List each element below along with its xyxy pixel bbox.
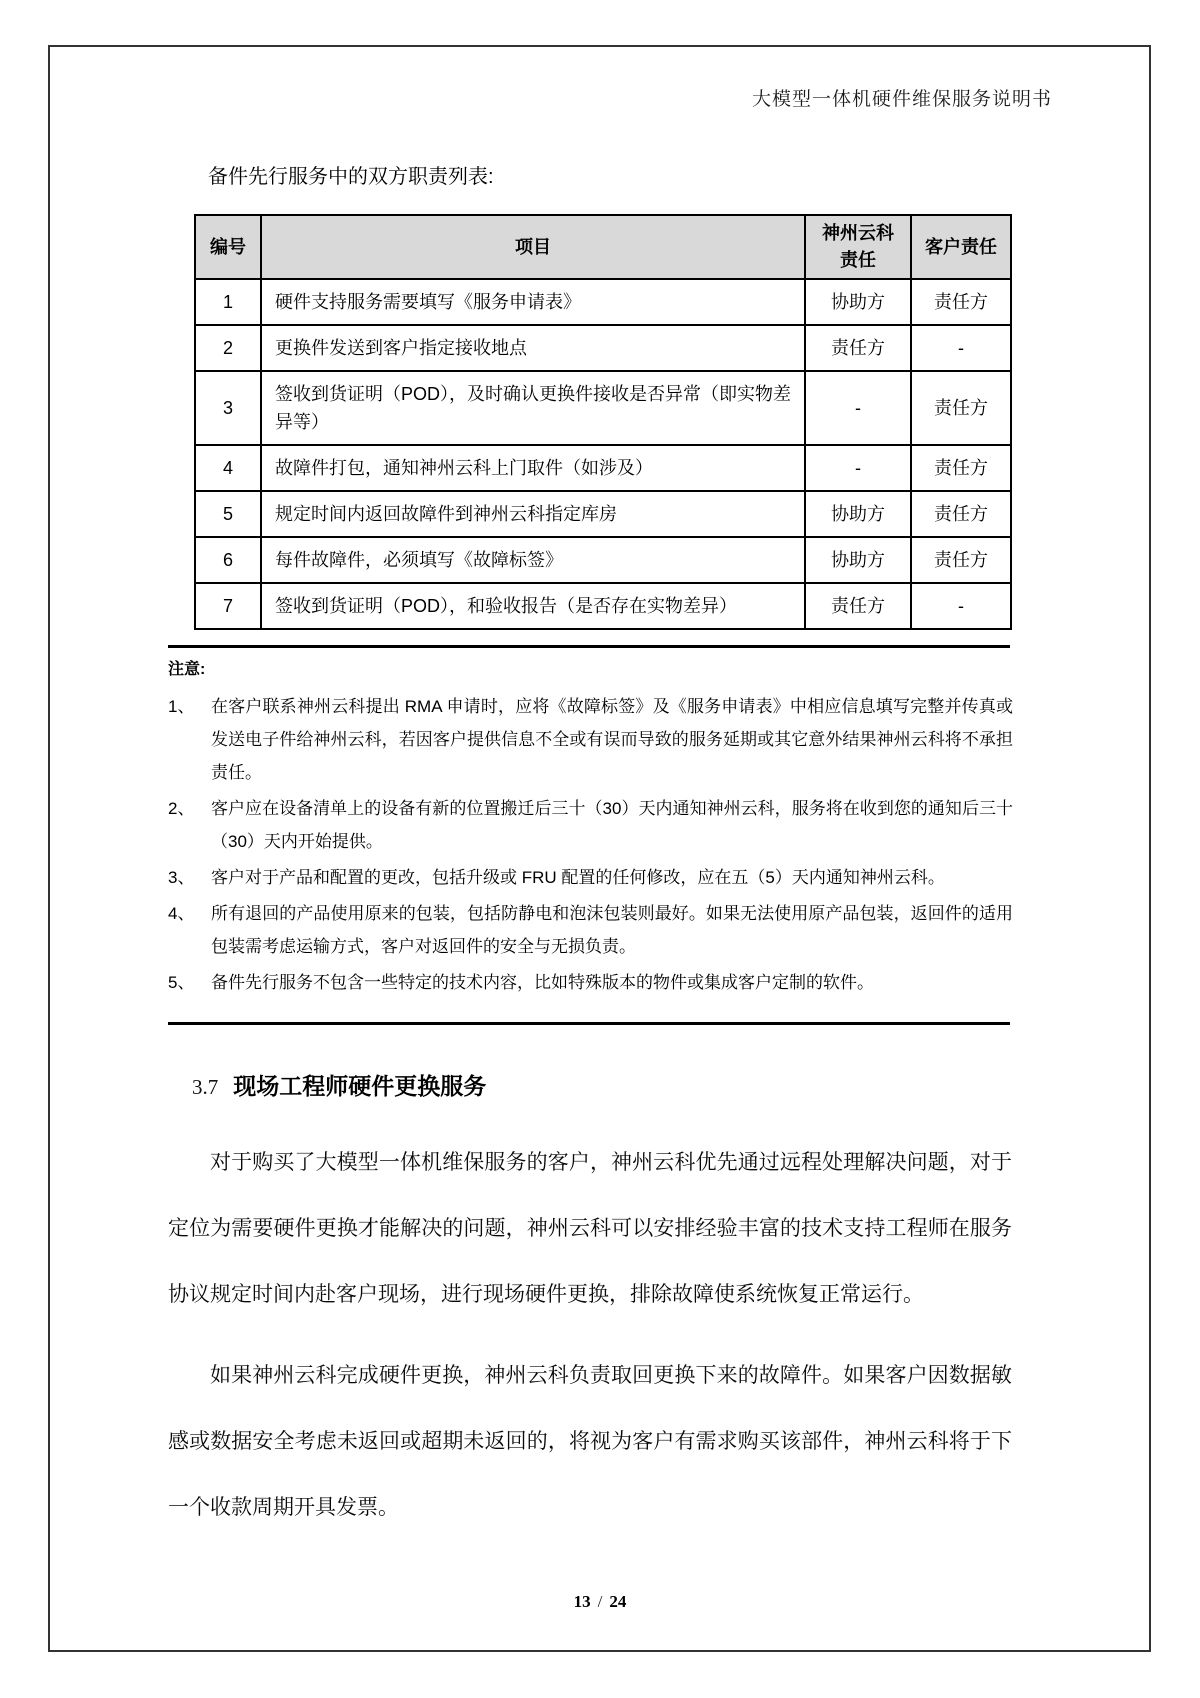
note-text: 在客户联系神州云科提出 RMA 申请时，应将《故障标签》及《服务申请表》中相应信息填写完整并传真或发送电子件给神州云科，若因客户提供信息不全或有误而导致的服务延期或其它意外结果神州云科将不承担责任。 xyxy=(211,697,1013,782)
note-number: 2、 xyxy=(168,799,195,818)
row-no: 1 xyxy=(195,279,261,325)
list-item xyxy=(168,897,1013,963)
table-body xyxy=(195,279,1011,629)
row-no: 6 xyxy=(195,537,261,583)
row-item: 签收到货证明（POD），和验收报告（是否存在实物差异） xyxy=(261,583,805,629)
list-item xyxy=(168,966,1013,999)
section-heading xyxy=(192,1068,486,1101)
note-text: 备件先行服务不包含一些特定的技术内容，比如特殊版本的物件或集成客户定制的软件。 xyxy=(211,973,874,992)
table-row xyxy=(195,491,1011,537)
row-no: 5 xyxy=(195,491,261,537)
header-cell-vendor xyxy=(805,215,911,279)
note-number: 1、 xyxy=(168,697,195,716)
responsibilities-table xyxy=(194,214,1012,630)
list-item xyxy=(168,690,1013,789)
row-vendor-responsibility: 协助方 xyxy=(805,537,911,583)
notes-label: 注意: xyxy=(168,661,206,678)
row-vendor-responsibility: - xyxy=(805,371,911,445)
document-header-title: 大模型一体机硬件维保服务说明书 xyxy=(752,89,1053,110)
row-customer-responsibility: 责任方 xyxy=(911,279,1011,325)
table-row xyxy=(195,445,1011,491)
body-paragraph: 对于购买了大模型一体机维保服务的客户，神州云科优先通过远程处理解决问题，对于定位为需要硬件更换才能解决的问题，神州云科可以安排经验丰富的技术支持工程师在服务协议规定时间内赴客户现场，进行现场硬件更换，排除故障使系统恢复正常运行。 xyxy=(168,1151,1012,1306)
table-header xyxy=(195,215,1011,279)
note-number: 4、 xyxy=(168,904,195,923)
row-customer-responsibility: - xyxy=(911,583,1011,629)
row-vendor-responsibility: 协助方 xyxy=(805,491,911,537)
page-number-total: 24 xyxy=(609,1592,627,1611)
row-vendor-responsibility: 协助方 xyxy=(805,279,911,325)
row-vendor-responsibility: 责任方 xyxy=(805,583,911,629)
row-item: 硬件支持服务需要填写《服务申请表》 xyxy=(261,279,805,325)
note-number: 5、 xyxy=(168,973,195,992)
table-row xyxy=(195,371,1011,445)
note-text: 所有退回的产品使用原来的包装，包括防静电和泡沫包装则最好。如果无法使用原产品包装，返回件的适用包装需考虑运输方式，客户对返回件的安全与无损负责。 xyxy=(211,904,1013,956)
note-text: 客户应在设备清单上的设备有新的位置搬迁后三十（30）天内通知神州云科，服务将在收到您的通知后三十（30）天内开始提供。 xyxy=(211,799,1013,851)
header-cell-customer: 客户责任 xyxy=(911,215,1011,279)
list-item xyxy=(168,861,1013,894)
table-header-row xyxy=(195,215,1011,279)
notes-list xyxy=(168,690,1013,1002)
table-intro-text: 备件先行服务中的双方职责列表: xyxy=(208,166,494,188)
header-cell-no: 编号 xyxy=(195,215,261,279)
horizontal-rule-top xyxy=(168,645,1010,648)
table-row xyxy=(195,325,1011,371)
note-text: 客户对于产品和配置的更改，包括升级或 FRU 配置的任何修改，应在五（5）天内通知神州云科。 xyxy=(211,868,945,887)
section-number: 3.7 xyxy=(192,1075,219,1099)
header-vendor-line2: 责任 xyxy=(840,250,876,270)
row-no: 3 xyxy=(195,371,261,445)
row-item: 规定时间内返回故障件到神州云科指定库房 xyxy=(261,491,805,537)
row-no: 2 xyxy=(195,325,261,371)
body-paragraph: 如果神州云科完成硬件更换，神州云科负责取回更换下来的故障件。如果客户因数据敏感或数据安全考虑未返回或超期未返回的，将视为客户有需求购买该部件，神州云科将于下一个收款周期开具发票。 xyxy=(168,1364,1012,1519)
row-no: 7 xyxy=(195,583,261,629)
page-number-current: 13 xyxy=(573,1592,591,1611)
row-no: 4 xyxy=(195,445,261,491)
page-footer xyxy=(0,1592,1200,1612)
header-vendor-line1: 神州云科 xyxy=(822,223,894,243)
row-vendor-responsibility: - xyxy=(805,445,911,491)
table-row xyxy=(195,583,1011,629)
table-row xyxy=(195,279,1011,325)
row-item: 每件故障件，必须填写《故障标签》 xyxy=(261,537,805,583)
row-customer-responsibility: - xyxy=(911,325,1011,371)
header-cell-item: 项目 xyxy=(261,215,805,279)
row-customer-responsibility: 责任方 xyxy=(911,537,1011,583)
note-number: 3、 xyxy=(168,868,195,887)
row-customer-responsibility: 责任方 xyxy=(911,371,1011,445)
section-title: 现场工程师硬件更换服务 xyxy=(233,1073,487,1099)
row-item: 签收到货证明（POD），及时确认更换件接收是否异常（即实物差异等） xyxy=(261,371,805,445)
list-item xyxy=(168,792,1013,858)
row-customer-responsibility: 责任方 xyxy=(911,491,1011,537)
row-item: 更换件发送到客户指定接收地点 xyxy=(261,325,805,371)
row-vendor-responsibility: 责任方 xyxy=(805,325,911,371)
page-number-separator: / xyxy=(597,1592,603,1611)
row-customer-responsibility: 责任方 xyxy=(911,445,1011,491)
horizontal-rule-bottom xyxy=(168,1022,1010,1025)
table-row xyxy=(195,537,1011,583)
row-item: 故障件打包，通知神州云科上门取件（如涉及） xyxy=(261,445,805,491)
